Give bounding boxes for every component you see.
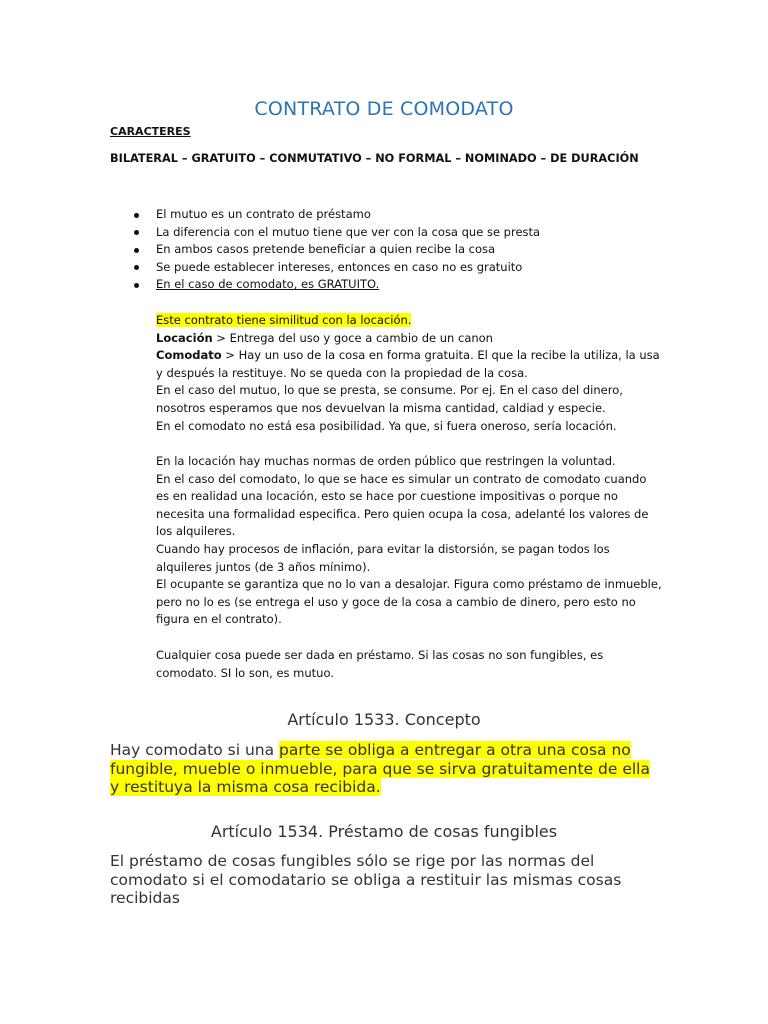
list-item: La diferencia con el mutuo tiene que ver con la cosa que se presta bbox=[134, 224, 540, 242]
mutuo-paragraph: En el caso del mutuo, lo que se presta, se consume. Por ej. En el caso del dinero, nosotros esperamos que nos devuelvan la misma cantidad, caldiad y especie. bbox=[156, 383, 623, 415]
locacion-text: > Entrega del uso y goce a cambio de un canon bbox=[212, 330, 493, 345]
paragraph: En el caso del comodato, lo que se hace es simular un contrato de comodato cuando es en realidad una locación, esto se hace por cuestione impositivas o porque no necesita una formalidad especifica. Pero quien ocupa la cosa, adelanté los valores de los alquileres. bbox=[156, 471, 649, 539]
traits-line: BILATERAL – GRATUITO – CONMUTATIVO – NO FORMAL – NOMINADO – DE DURACIÓN bbox=[110, 152, 639, 165]
list-item: El mutuo es un contrato de préstamo bbox=[134, 206, 540, 224]
list-item: Se puede establecer intereses, entonces en caso no es gratuito bbox=[134, 259, 540, 277]
comodato-text: > Hay un uso de la cosa en forma gratuita. El que la recibe la utiliza, la usa y después la restituye. No se queda con la propiedad de la cosa. bbox=[156, 348, 660, 380]
highlighted-text: Este contrato tiene similitud con la locación. bbox=[156, 313, 412, 327]
list-item: En ambos casos pretende beneficiar a quien recibe la cosa bbox=[134, 241, 540, 259]
underlined-text: En el caso de comodato, es GRATUITO. bbox=[156, 277, 380, 292]
prestamo-block bbox=[156, 647, 662, 682]
comodato-no-paragraph: En el comodato no está esa posibilidad. Ya que, si fuera oneroso, sería locación. bbox=[156, 418, 617, 433]
locacion-label: Locación bbox=[156, 330, 213, 345]
bullet-list bbox=[134, 206, 540, 294]
article-1533-text bbox=[110, 741, 658, 797]
caracteres-heading: CARACTERES bbox=[110, 125, 191, 138]
article-1533-heading: Artículo 1533. Concepto bbox=[287, 710, 481, 729]
locacion-block bbox=[156, 453, 662, 629]
article-1533-plain: Hay comodato si una bbox=[110, 741, 280, 759]
article-1534-text: El préstamo de cosas fungibles sólo se rige por las normas del comodato si el comodatario se obliga a restituir las mismas cosas recibidas bbox=[110, 852, 622, 907]
comodato-label: Comodato bbox=[156, 348, 222, 363]
page-title: CONTRATO DE COMODATO bbox=[254, 98, 514, 120]
similitud-block bbox=[156, 312, 662, 435]
paragraph: El ocupante se garantiza que no lo van a desalojar. Figura como préstamo de inmueble, pero no lo es (se entrega el uso y goce de la cosa a cambio de dinero, pero esto no figura en el contrato). bbox=[156, 577, 662, 627]
paragraph: Cualquier cosa puede ser dada en préstamo. Si las cosas no son fungibles, es comodato. SI lo son, es mutuo. bbox=[156, 648, 604, 680]
list-item bbox=[134, 276, 540, 294]
paragraph: En la locación hay muchas normas de orden público que restringen la voluntad. bbox=[156, 454, 616, 468]
article-1534-heading: Artículo 1534. Préstamo de cosas fungibles bbox=[210, 822, 558, 841]
article-1533-highlight: parte se obliga a entregar a otra una cosa no fungible, mueble o inmueble, para que se sirva gratuitamente de ella y restituya la misma cosa recibida. bbox=[110, 741, 650, 796]
paragraph: Cuando hay procesos de inflación, para evitar la distorsión, se pagan todos los alquileres juntos (de 3 años mínimo). bbox=[156, 541, 610, 574]
